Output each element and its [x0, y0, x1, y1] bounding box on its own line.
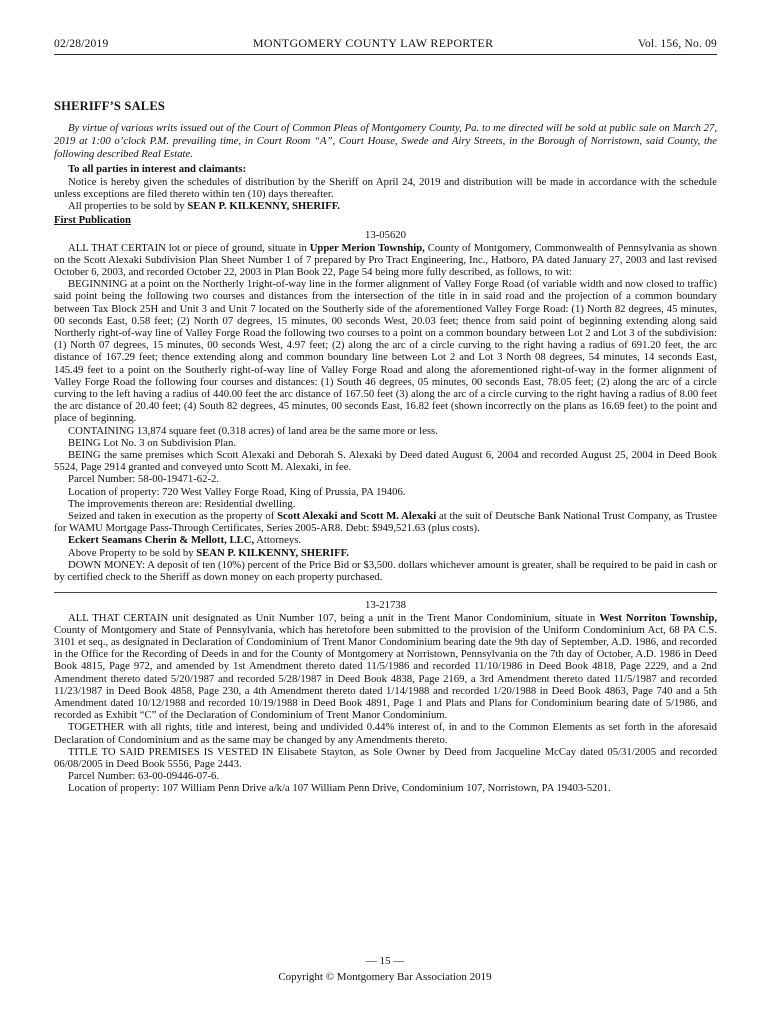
- case2-description: [54, 612, 717, 722]
- case-number-1: 13-05620: [365, 229, 406, 242]
- publication-heading: First Publication: [54, 214, 131, 227]
- page-number: — 15 —: [365, 955, 405, 967]
- sold-by-prefix: All properties to be sold by: [68, 200, 188, 212]
- case2-desc-start: ALL THAT CERTAIN unit designated as Unit Number 107, being a unit in the Trent Manor Condominium, situate in: [68, 611, 600, 624]
- case-number-2: 13-21738: [365, 599, 406, 612]
- page: [54, 36, 717, 795]
- case1-lot: BEING Lot No. 3 on Subdivision Plan.: [68, 436, 237, 449]
- header-publication-title: MONTGOMERY COUNTY LAW REPORTER: [252, 36, 494, 50]
- case1-defendants: Scott Alexaki and Scott M. Alexaki: [277, 510, 437, 523]
- header-date: 02/28/2019: [54, 38, 109, 50]
- case2-parcel: Parcel Number: 63-00-09446-07-6.: [68, 770, 220, 783]
- case1-metes-bounds: BEGINNING at a point on the Northerly 1right-of-way line in the former alignment of Valley Forge Road (of variable width and now closed to traffic) said point being the following two courses and distances from the intersection of the title in in said road and the projection of a common boundary between Tax Block 25H and Unit 3 and Unit 7 located on the Southerly side of the aforementioned Valley Forge Road: (1) North 82 degrees, 45 minutes, 00 seconds East, 0.58 feet; (2) North 07 degrees, 15 minutes, 00 seconds West, 20.03 feet; thence from said point of beginning extending along said Northerly right-of-way line of Valley Forge Road the following two courses to a point on a common boundary between Lot 2 and Lot 3 of the subdivision: (1) North 07 degrees, 15 minutes, 00 seconds West, 4.97 feet; (2) along the arc of a circle curving to the right having a radius of 691.20 feet, the arc distance of 167.29 feet; thence extending along and common boundary line between Lot 2 and Lot 3 North 08 degrees, 54 minutes, 14 seconds East, 145.49 feet to a point on the Southerly right-of-way line of Valley Forge Road and along the aforementioned right-of-way in the former alignment of Valley Forge Road the following four courses and distances: (1) South 46 degrees, 05 minutes, 00 seconds East, 78.05 feet; (2) along the arc of a circle curving to the left having a radius of 440.00 feet the arc distance of 167.50 feet (3) along the arc of a circle curving to the right having a radius of 8.00 feet the arc distance of 20.40 feet; (4) South 82 degrees, 45 minutes, 00 seconds East, 16.82 feet (shown incorrectly on the plans as 16.69 feet) to the point and place of beginning.: [54, 278, 717, 425]
- case2-township: West Norriton Township,: [599, 611, 717, 624]
- case2-title-vested: TITLE TO SAID PREMISES IS VESTED IN Elisabete Stayton, as Sole Owner by Deed from Jacqueline McCay dated 05/31/2005 and recorded 06/08/2005 in Deed Book 5556, Page 2443.: [54, 745, 717, 770]
- case1-improvements: The improvements thereon are: Residential dwelling.: [68, 497, 296, 510]
- sold-by-line: [54, 200, 717, 212]
- case1-above-prefix: Above Property to be sold by: [68, 546, 197, 559]
- case1-description: [54, 242, 717, 279]
- running-header: [54, 36, 717, 55]
- case1-seized-rest: at the suit of Deutsche Bank National Trust Company, as Trustee for WAMU Mortgage Pass-Through Certificates, Series 2005-AR8. Debt: $949,521.63 (plus costs).: [54, 510, 717, 535]
- sheriff-name: SEAN P. KILKENNY, SHERIFF.: [187, 200, 340, 212]
- intro-paragraph: By virtue of various writs issued out of the Court of Common Pleas of Montgomery County, Pa. to me directed will be sold at public sale on March 27, 2019 at 1:00 o’clock P.M. prevailing time, in Court Room “A”, Court House, Swede and Airy Streets, in the Borough of Norristown, said County, the following described Real Estate.: [54, 122, 717, 160]
- case1-attorney-name: Eckert Seamans Cherin & Mellott, LLC,: [68, 534, 255, 547]
- case1-being-same: BEING the same premises which Scott Alexaki and Deborah S. Alexaki by Deed dated August 6, 2004 and recorded August 25, 2004 in Deed Book 5524, Page 2914 granted and conveyed unto Scott M. Alexaki, in fee.: [54, 449, 717, 474]
- case-divider: [54, 592, 717, 593]
- case1-containing: CONTAINING 13,874 square feet (0.318 acres) of land area be the same more or less.: [68, 424, 438, 437]
- notice-text: Notice is hereby given the schedules of distribution by the Sheriff on April 24, 2019 and distribution will be made in accordance with the schedule unless exceptions are filed thereto within ten (10) days thereafter.: [54, 175, 717, 200]
- section-title: SHERIFF’S SALES: [54, 99, 166, 113]
- case1-desc-start: ALL THAT CERTAIN lot or piece of ground, situate in: [68, 241, 310, 254]
- case2-together: TOGETHER with all rights, title and interest, being and undivided 0.44% interest of, in and to the Common Elements as set forth in the aforesaid Declaration of Condominium and as the same may be changed by any Amendments thereto.: [54, 721, 717, 746]
- case1-attorney: [54, 534, 717, 546]
- case1-sheriff-name: SEAN P. KILKENNY, SHERIFF.: [196, 546, 349, 559]
- case2-location: Location of property: 107 William Penn Drive a/k/a 107 William Penn Drive, Condominium 107, Norristown, PA 19403-5201.: [68, 782, 611, 795]
- case1-township: Upper Merion Township,: [309, 241, 425, 254]
- notice-heading: To all parties in interest and claimants:: [68, 163, 247, 176]
- case1-parcel: Parcel Number: 58-00-19471-62-2.: [68, 473, 220, 486]
- case2-desc-rest: County of Montgomery and State of Pennsylvania, which has heretofore been submitted to the provision of the Uniform Condominium Act, 68 PA C.S. 3101 et seq., as designated in Declaration of Condominium of Trent Manor Condominium bearing date the 9th day of September, A.D. 1986, and recorded in the Office for the Recording of Deeds in and for the County of Montgomery at Norristown, Pennsylvania on the 7th day of October, A.D. 1986 in Deed Book 4815, Page 972, and amended by 1st Amendment thereto dated 11/5/1986 and recorded 11/10/1986 in Deed Book 4818, Page 2229, and a 2nd Amendment thereto dated 5/20/1987 and recorded 5/28/1987 in Deed Book 4838, Page 2169, a 3rd Amendment thereto dated 11/5/1987 and recorded 11/23/1987 in Deed Book 4858, Page 230, a 4th Amendment thereto dated 1/14/1988 and recorded 1/20/1988 in Deed Book 4863, Page 740 and a 5th Amendment dated 10/12/1988 and recorded 10/19/1988 in Deed Book 4891, Page 1 and Plats and Plans for Condominium bearing date of 5/1986, and recorded as Exhibit “C” of the Declaration of Condominium of Trent Manor Condominium.: [54, 623, 717, 722]
- case1-down-money: DOWN MONEY: A deposit of ten (10%) percent of the Price Bid or $3,500. dollars whichever amount is greater, shall be required to be paid in cash or by certified check to the Sheriff as down money on each property purchased.: [54, 558, 717, 584]
- case1-desc-rest: County of Montgomery, Commonwealth of Pennsylvania as shown on the Scott Alexaki Subdivision Plan Sheet Number 1 of 7 prepared by Pro Tract Engineering, Inc., Hatboro, PA dated January 27, 2003 and last revised October 6, 2003, and recorded October 22, 2003 in Plan Book 22, Page 54 being more fully described, as follows, to wit:: [54, 241, 717, 279]
- case1-above-property: [54, 547, 717, 559]
- case1-seized-start: Seized and taken in execution as the property of: [68, 510, 278, 523]
- page-footer: [0, 953, 770, 985]
- case1-attorney-suffix: Attorneys.: [254, 534, 302, 547]
- case1-location: Location of property: 720 West Valley Forge Road, King of Prussia, PA 19406.: [68, 485, 406, 498]
- case1-seized: [54, 510, 717, 534]
- copyright: Copyright © Montgomery Bar Association 2019: [278, 971, 492, 983]
- header-volume: Vol. 156, No. 09: [637, 38, 717, 50]
